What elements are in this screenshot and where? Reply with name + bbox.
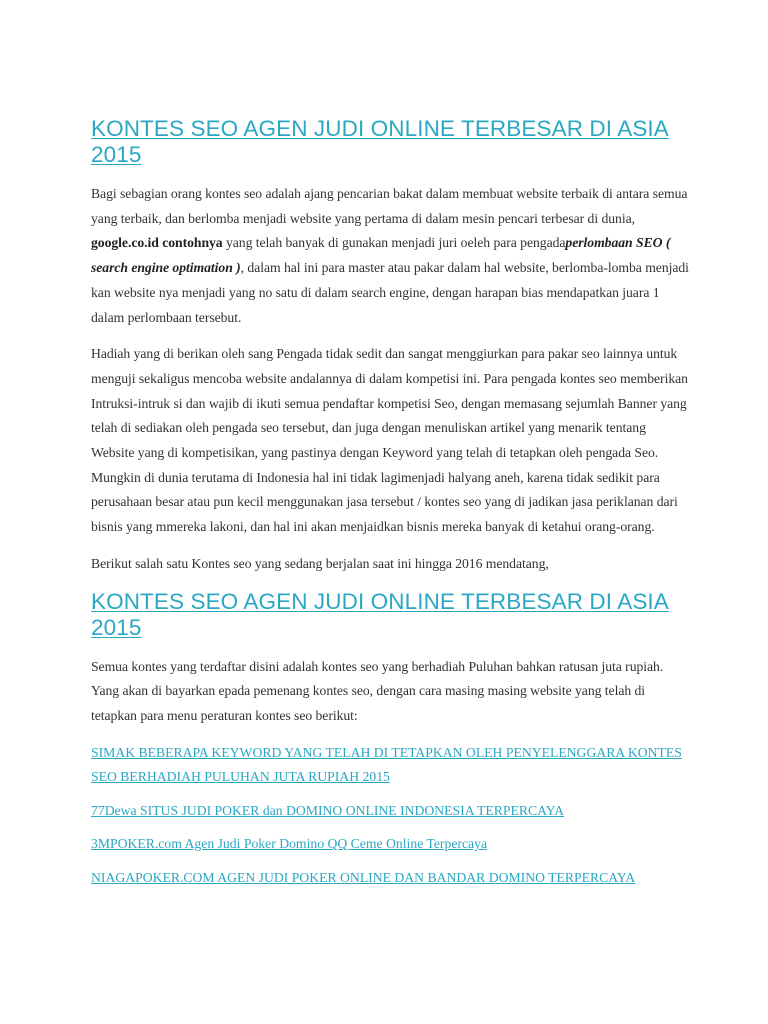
intro-bold-google: google.co.id contohnya <box>91 235 223 251</box>
keyword-link[interactable]: SIMAK BEBERAPA KEYWORD YANG TELAH DI TETAPKAN OLEH PENYELENGGARA KONTES SEO BERHADIAH PULUHAN JUTA RUPIAH 2015 <box>91 744 682 785</box>
link-item <box>91 866 691 891</box>
niagapoker-link[interactable]: NIAGAPOKER.COM AGEN JUDI POKER ONLINE DAN BANDAR DOMINO TERPERCAYA <box>91 869 636 885</box>
intro-text-c: , dalam hal ini para master atau pakar dalam hal website, berlomba-lomba menjadi kan website nya menjadi yang no satu di dalam search engine, dengan harapan bias mendapatkan juara 1 dalam perlombaan tersebut. <box>91 260 689 325</box>
link-item <box>91 799 691 824</box>
intro-bold-italic-seo: perlombaan SEO ( search engine optimation ) <box>91 235 671 276</box>
article-heading[interactable]: KONTES SEO AGEN JUDI ONLINE TERBESAR DI ASIA 2015 <box>91 116 669 167</box>
3mpoker-link[interactable]: 3MPOKER.com Agen Judi Poker Domino QQ Ceme Online Terpercaya <box>91 836 488 852</box>
prize-paragraph: Hadiah yang di berikan oleh sang Pengada tidak sedit dan sangat menggiurkan para pakar seo lainnya untuk menguji sekaligus mencoba website andalannya di dalam kompetisi ini. Para pengada kontes seo memberikan Intruksi-intruk si dan wajib di ikuti semua pendaftar kompetisi Seo, dengan memasang sejumlah Banner yang telah di sediakan oleh pengada seo tersebut, dan juga dengan menuliskan artikel yang menarik tentang Website yang di kompetisikan, yang pastinya dengan Keyword yang telah di tetapkan oleh pengada Seo. Mungkin di dunia terutama di Indonesia hal ini tidak lagimenjadi halyang aneh, karena tidak sedikit para perusahaan besar atau pun kecil menggunakan jasa tersebut / kontes seo yang di jadikan jasa periklanan dari bisnis yang mmereka lakoni, dan hal ini akan menjaidkan bisnis mereka banyak di ketahui orang-orang. <box>91 346 688 535</box>
document-page <box>91 110 691 899</box>
contest-rules-paragraph: Semua kontes yang terdaftar disini adalah kontes seo yang berhadiah Puluhan bahkan ratusan juta rupiah. Yang akan di bayarkan epada pemenang kontes seo, dengan cara masing masing website yang telah di tetapkan para menu peraturan kontes seo berikut: <box>91 658 664 723</box>
77dewa-link[interactable]: 77Dewa SITUS JUDI POKER dan DOMINO ONLINE INDONESIA TERPERCAYA <box>91 802 564 818</box>
article-subheading[interactable]: KONTES SEO AGEN JUDI ONLINE TERBESAR DI ASIA 2015 <box>91 588 669 640</box>
intro-text-a: Bagi sebagian orang kontes seo adalah ajang pencarian bakat dalam membuat website terbaik di antara semua yang terbaik, dan berlomba menjadi website yang pertama di dalam mesin pencari terbesar di dunia, <box>91 186 688 226</box>
link-item <box>91 741 691 790</box>
link-item <box>91 832 691 857</box>
contest-intro-paragraph: Berikut salah satu Kontes seo yang sedang berjalan saat ini hingga 2016 mendatang, <box>91 555 549 571</box>
intro-paragraph <box>91 182 691 330</box>
intro-text-b: yang telah banyak di gunakan menjadi juri oeleh para pengada <box>222 235 566 251</box>
